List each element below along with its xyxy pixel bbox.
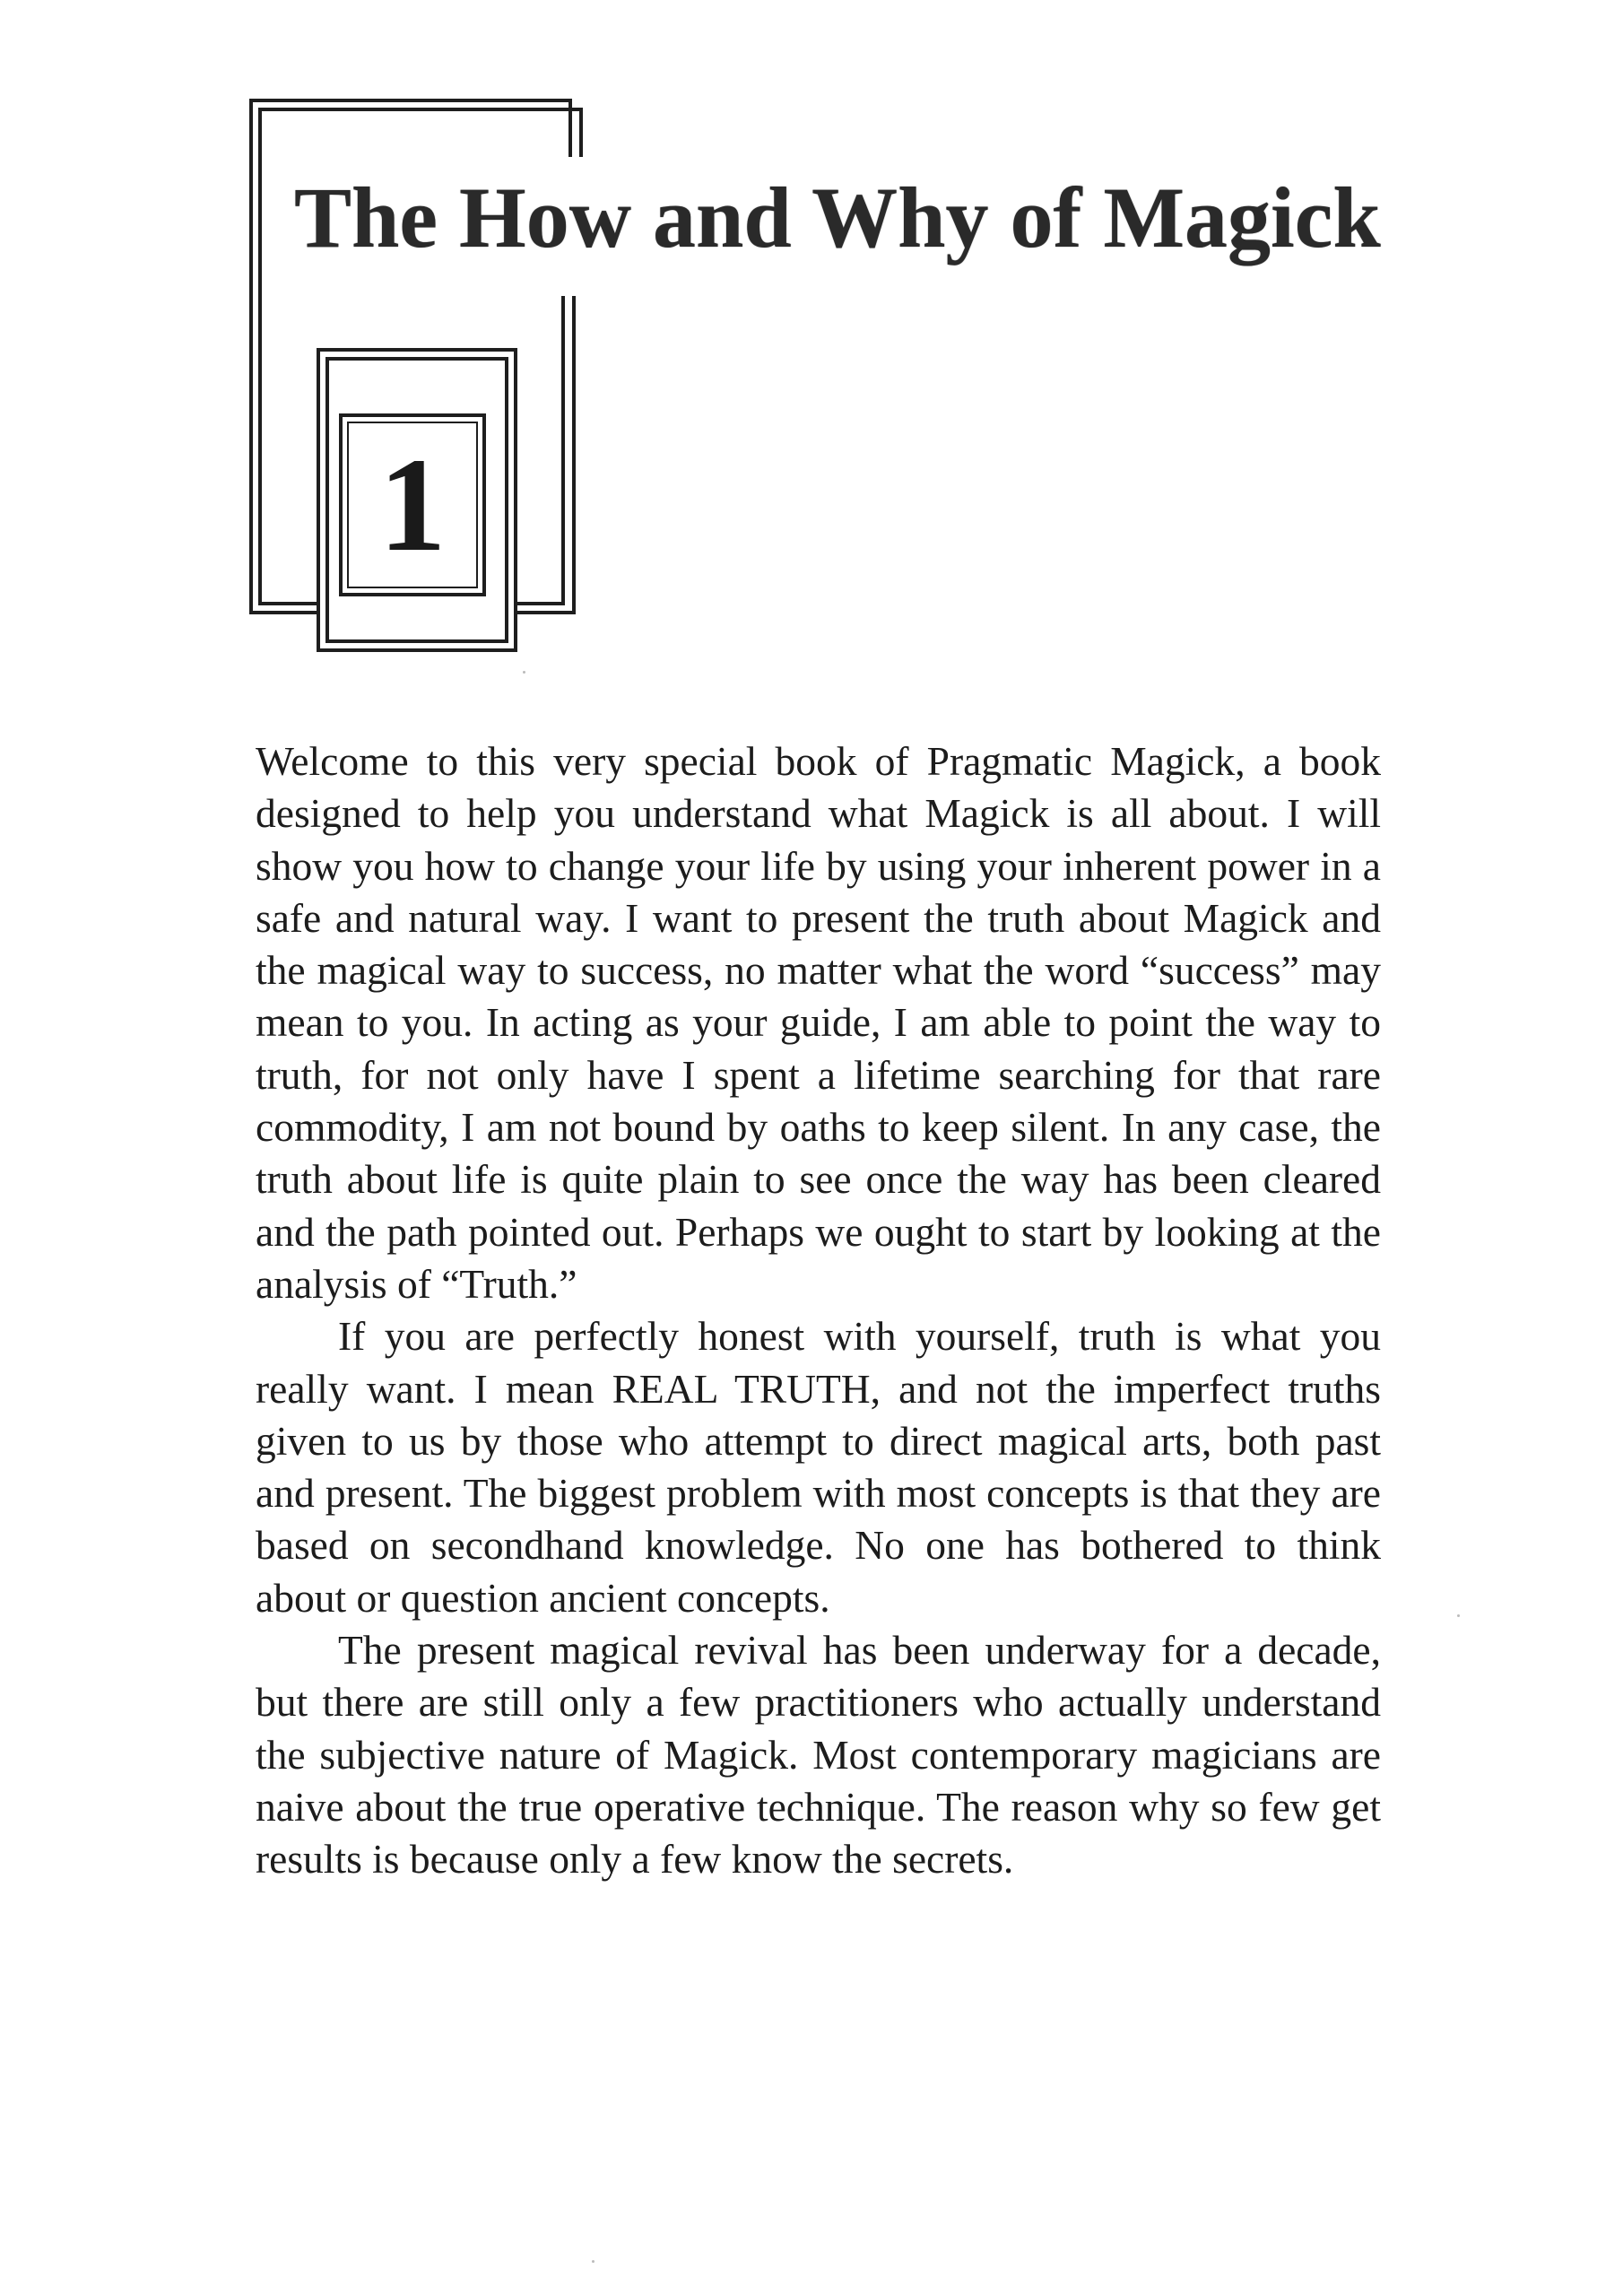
paragraph: The present magical revival has been underway for a decade, but there are still only a few practitioners who actually understand the subjective nature of Magick. Most contemporary magicians are naive about the true operative technique. The reason why so few get results is because only a few know the secrets. xyxy=(256,1627,1381,1883)
scan-speck xyxy=(1457,1614,1460,1617)
outer-frame-line-4 xyxy=(516,296,563,604)
scan-speck xyxy=(592,2260,595,2263)
paragraph: If you are perfectly honest with yourself, truth is what you really want. I mean REAL TRUTH, and not the imperfect truths given to us by those who attempt to direct magical arts, both past and present. The biggest problem with most concepts is that they are based on secondhand knowledge. No one has bothered to think about or question ancient concepts. xyxy=(256,1313,1381,1621)
chapter-title: The How and Why of Magick xyxy=(294,170,1381,265)
chapter-number: 1 xyxy=(378,430,447,579)
outer-frame-line-3 xyxy=(516,296,574,613)
scan-speck xyxy=(523,671,525,674)
paragraph: Welcome to this very special book of Pragmatic Magick, a book designed to help you understand what Magick is all about. I will show you how to change your life by using your inherent power in a safe and natural way. I want to present the truth about Magick and the magical way to success, no matter what the word “success” may mean to you. In acting as your guide, I am able to point the way to truth, for not only have I spent a lifetime searching for that rare commodity, I am not bound by oaths to keep silent. In any case, the truth about life is quite plain to see once the way has been cleared and the path pointed out. Perhaps we ought to start by looking at the analysis of “Truth.” xyxy=(256,738,1381,1307)
chapter-ornament-frame xyxy=(0,0,1623,807)
chapter-body-text xyxy=(256,735,1381,1886)
